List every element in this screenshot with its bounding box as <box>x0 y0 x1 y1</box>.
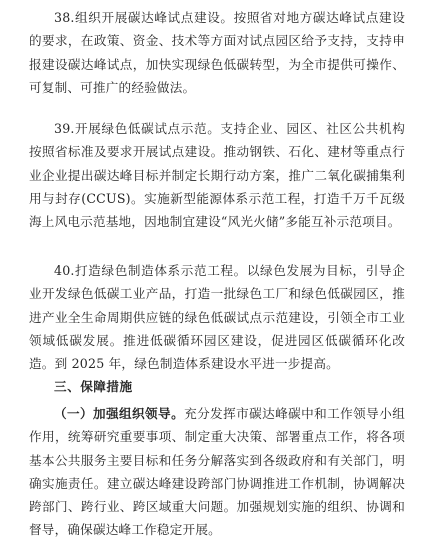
paragraph-40: 40.打造绿色制造体系示范工程。以绿色发展为目标，引导企业开发绿色低碳工业产品，打造一批绿色工厂和绿色低碳园区，推进产业全生命周期供应链的绿色低碳试点示范建设，引领全市工业领域低碳发展。推进低碳循环园区建设，促进园区低碳循环化改造。到 2025 年，绿色制造体系建设水平进一步提高。 <box>29 263 405 372</box>
paragraph-39: 39.开展绿色低碳试点示范。支持企业、园区、社区公共机构按照省标准及要求开展试点建设。推动钢铁、石化、建材等重点行业企业提出碳达峰目标并制定长期行动方案，推广二氧化碳捕集利用与封存(CCUS)。实施新型能源体系示范工程，打造千万千瓦级海上风电示范基地，因地制宜建设“风光火储”多能互补示范项目。 <box>29 121 405 230</box>
subsection-1-body: 充分发挥市碳达峰碳中和工作领导小组作用，统筹研究重要事项、制定重大决策、部署重点工作，将各项基本公共服务主要目标和任务分解落实到各级政府和有关部门，明确实施责任。建立碳达峰建设跨部门协调推进工作机制，协调解决跨部门、跨行业、跨区域重大问题。加强规划实施的组织、协调和督导，确保碳达峰工作稳定开展。 <box>29 406 405 538</box>
subsection-1-lead: （一）加强组织领导。 <box>54 406 185 421</box>
section-heading: 三、保障措施 <box>54 379 133 394</box>
paragraph-subsection-1 <box>29 402 405 542</box>
paragraph-38: 38.组织开展碳达峰试点建设。按照省对地方碳达峰试点建设的要求，在政策、资金、技术等方面对试点园区给予支持，支持申报建设碳达峰试点，加快实现绿色低碳转型，为全市提供可操作、可复制、可推广的经验做法。 <box>29 10 405 95</box>
